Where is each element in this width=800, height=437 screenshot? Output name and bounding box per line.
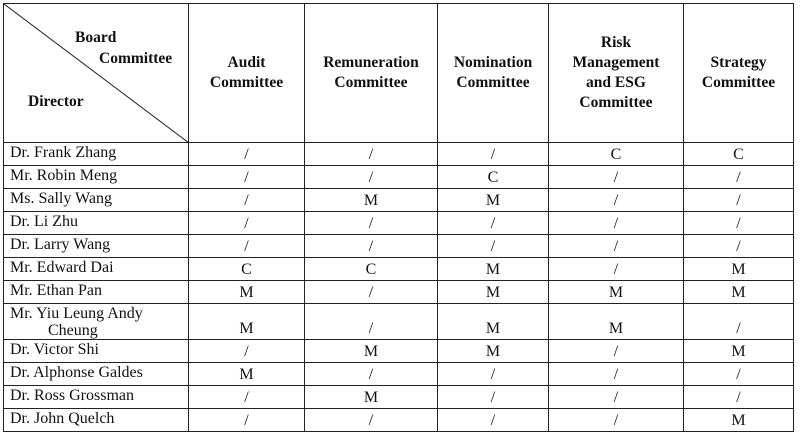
membership-cell: / <box>548 165 684 189</box>
membership-cell: / <box>437 142 549 166</box>
membership-cell: / <box>304 408 438 432</box>
membership-cell: M <box>548 280 684 304</box>
membership-cell: / <box>304 362 438 386</box>
director-name: Mr. Yiu Leung Andy <box>10 305 143 322</box>
membership-cell: / <box>683 211 794 235</box>
membership-cell: M <box>188 280 305 304</box>
membership-cell: / <box>188 188 305 212</box>
corner-header-cell <box>3 3 189 143</box>
membership-cell: / <box>548 234 684 258</box>
director-name: Dr. Frank Zhang <box>10 144 117 161</box>
diagonal-divider <box>4 4 189 143</box>
membership-cell: M <box>304 339 438 363</box>
membership-cell: / <box>683 234 794 258</box>
membership-cell: / <box>437 385 549 409</box>
director-name-cell <box>3 339 189 363</box>
membership-cell: / <box>304 211 438 235</box>
membership-cell: M <box>437 188 549 212</box>
director-name: Dr. Ross Grossman <box>10 387 135 404</box>
director-name-cell <box>3 211 189 235</box>
col-header-remuneration <box>304 3 438 143</box>
membership-cell: / <box>548 188 684 212</box>
director-name-cell <box>3 142 189 166</box>
membership-cell: / <box>304 280 438 304</box>
membership-cell: / <box>188 385 305 409</box>
director-name: Dr. John Quelch <box>10 410 115 427</box>
membership-cell: C <box>437 165 549 189</box>
corner-col-label-line2: Committee <box>99 50 173 67</box>
membership-cell: M <box>188 303 305 340</box>
membership-cell: / <box>683 188 794 212</box>
membership-cell: / <box>437 211 549 235</box>
director-name-cell <box>3 385 189 409</box>
col-header-strategy <box>683 3 794 143</box>
committee-membership-table <box>4 4 795 433</box>
membership-cell: / <box>188 211 305 235</box>
director-name-cell <box>3 257 189 281</box>
director-name-cell <box>3 280 189 304</box>
membership-cell: / <box>304 165 438 189</box>
header-text: Audit <box>227 54 266 71</box>
corner-row-label: Director <box>28 93 84 110</box>
membership-cell: / <box>548 385 684 409</box>
membership-cell: / <box>683 165 794 189</box>
header-text: Committee <box>209 74 284 91</box>
membership-cell: M <box>548 303 684 340</box>
membership-cell: / <box>304 234 438 258</box>
membership-cell: M <box>683 257 794 281</box>
membership-cell: / <box>548 211 684 235</box>
director-name-cell <box>3 165 189 189</box>
col-header-audit <box>188 3 305 143</box>
membership-cell: / <box>548 408 684 432</box>
membership-cell: M <box>304 188 438 212</box>
director-name: Dr. Victor Shi <box>10 341 99 358</box>
membership-cell: C <box>548 142 684 166</box>
director-name-cell <box>3 188 189 212</box>
director-name: Ms. Sally Wang <box>10 190 112 207</box>
director-name: Dr. Larry Wang <box>10 236 111 253</box>
director-name-line2: Cheung <box>48 322 98 339</box>
header-text: Committee <box>701 74 776 91</box>
col-header-risk-esg <box>548 3 684 143</box>
membership-cell: / <box>683 303 794 340</box>
membership-cell: / <box>437 362 549 386</box>
membership-cell: M <box>683 280 794 304</box>
header-text: Committee <box>334 74 408 91</box>
membership-cell: M <box>188 362 305 386</box>
corner-col-label-line1: Board <box>75 29 117 46</box>
header-text: Remuneration <box>323 54 419 71</box>
header-text: and ESG <box>586 74 646 91</box>
director-name: Mr. Ethan Pan <box>10 282 102 299</box>
director-name: Dr. Alphonse Galdes <box>10 364 143 381</box>
membership-cell: M <box>683 339 794 363</box>
membership-cell: / <box>188 234 305 258</box>
membership-cell: M <box>437 257 549 281</box>
director-name-cell <box>3 362 189 386</box>
membership-cell: / <box>437 408 549 432</box>
membership-cell: M <box>683 408 794 432</box>
membership-cell: / <box>683 362 794 386</box>
col-header-nomination <box>437 3 549 143</box>
membership-cell: C <box>188 257 305 281</box>
header-text: Management <box>572 54 660 71</box>
membership-cell: / <box>548 339 684 363</box>
membership-cell: / <box>548 362 684 386</box>
membership-cell: M <box>437 303 549 340</box>
membership-cell: / <box>188 142 305 166</box>
membership-cell: / <box>437 234 549 258</box>
director-name: Dr. Li Zhu <box>10 213 78 230</box>
header-text: Nomination <box>453 54 533 71</box>
membership-cell: / <box>304 303 438 340</box>
director-name-cell <box>3 234 189 258</box>
membership-cell: / <box>683 385 794 409</box>
director-name-cell <box>3 408 189 432</box>
membership-cell: M <box>304 385 438 409</box>
header-text: Committee <box>579 94 653 111</box>
header-text: Committee <box>456 74 530 91</box>
membership-cell: M <box>437 339 549 363</box>
membership-cell: C <box>304 257 438 281</box>
header-text: Risk <box>600 34 632 51</box>
director-name: Mr. Edward Dai <box>10 259 114 276</box>
membership-cell: M <box>437 280 549 304</box>
membership-cell: / <box>304 142 438 166</box>
membership-cell: C <box>683 142 794 166</box>
membership-cell: / <box>188 408 305 432</box>
director-name: Mr. Robin Meng <box>10 167 118 184</box>
membership-cell: / <box>188 339 305 363</box>
membership-cell: / <box>548 257 684 281</box>
header-text: Strategy <box>710 54 767 71</box>
membership-cell: / <box>188 165 305 189</box>
director-name-cell <box>3 303 189 340</box>
